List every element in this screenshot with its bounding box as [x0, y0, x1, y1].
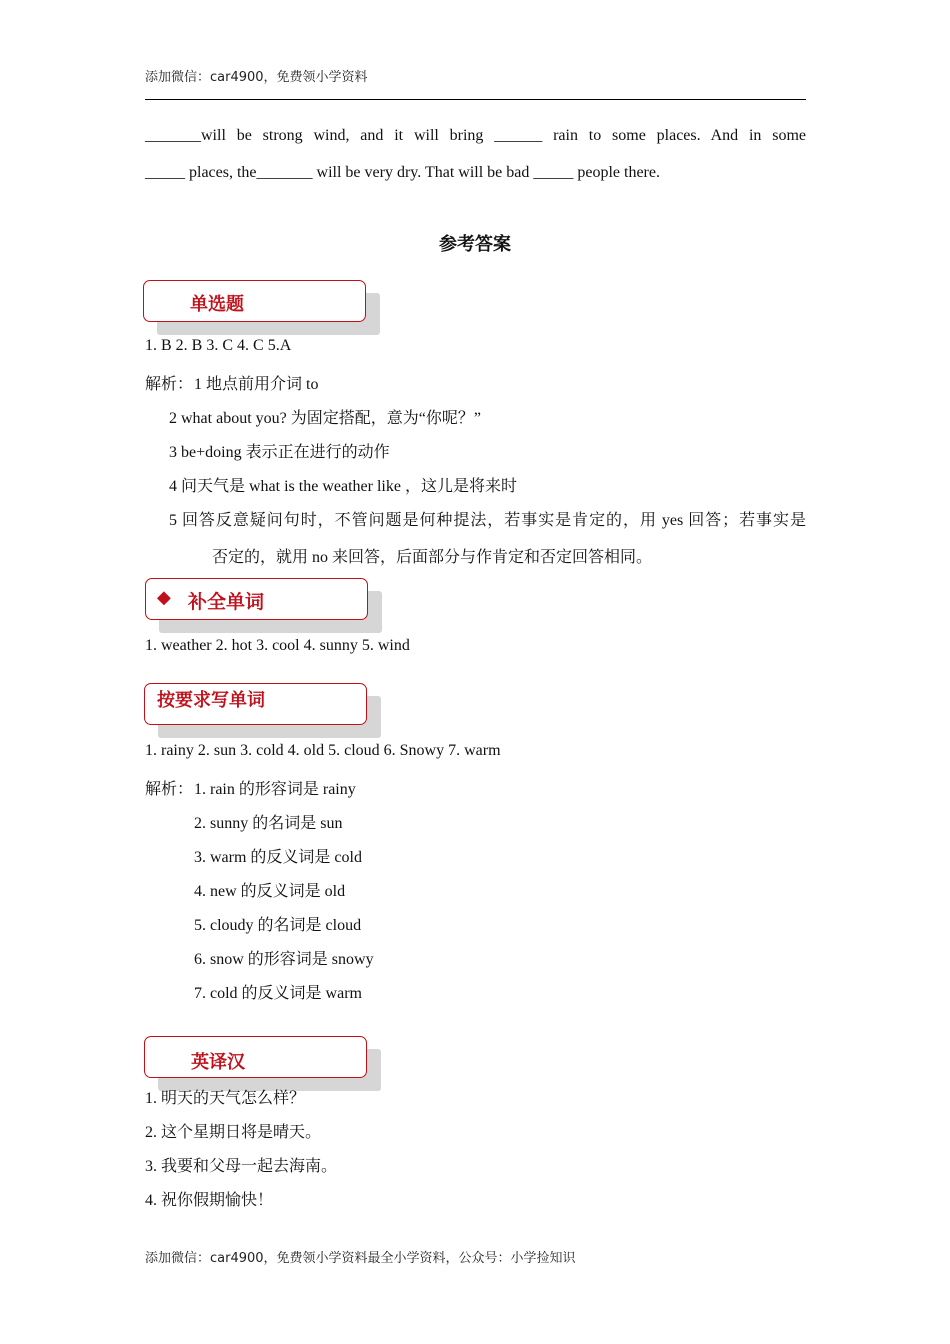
single-choice-analysis-1: 1 地点前用介词 to [194, 376, 319, 393]
translate-answer-2: 2. 这个星期日将是晴天。 [145, 1124, 322, 1141]
heading-frame [144, 1036, 367, 1078]
heading-label: 英译汉 [191, 1052, 245, 1073]
write-words-analysis-label: 解析： [145, 781, 194, 798]
write-words-analysis-2: 2. sunny 的名词是 sun [194, 815, 343, 832]
write-words-answers: 1. rainy 2. sun 3. cold 4. old 5. cloud 6. Snowy 7. warm [145, 742, 501, 759]
section-heading-write-words [144, 683, 367, 725]
translate-answer-3: 3. 我要和父母一起去海南。 [145, 1158, 338, 1175]
write-words-analysis-4: 4. new 的反义词是 old [194, 883, 346, 900]
single-choice-analysis-label: 解析： [145, 376, 194, 393]
heading-frame [143, 280, 366, 322]
page-footer: 添加微信：car4900，免费领小学资料最全小学资料，公众号：小学捡知识 [145, 1251, 576, 1266]
single-choice-analysis-5: 5 回答反意疑问句时，不管问题是何种提法，若事实是肯定的，用 yes 回答；若事实是 [169, 512, 806, 529]
write-words-analysis-3: 3. warm 的反义词是 cold [194, 849, 362, 866]
single-choice-analysis-4: 4 问天气是 what is the weather like ，这儿是将来时 [169, 478, 517, 495]
complete-words-answers: 1. weather 2. hot 3. cool 4. sunny 5. wind [145, 637, 410, 654]
answer-title: 参考答案 [439, 234, 511, 255]
section-heading-single-choice [143, 280, 366, 322]
translate-answer-4: 4. 祝你假期愉快！ [145, 1192, 274, 1209]
heading-label: 按要求写单词 [157, 690, 265, 711]
section-heading-translate [144, 1036, 367, 1078]
section-heading-complete-words [145, 578, 368, 620]
single-choice-answers: 1. B 2. B 3. C 4. C 5.A [145, 337, 292, 354]
write-words-analysis-5: 5. cloudy 的名词是 cloud [194, 917, 362, 934]
write-words-analysis-6: 6. snow 的形容词是 snowy [194, 951, 374, 968]
single-choice-analysis-3: 3 be+doing 表示正在进行的动作 [169, 444, 390, 461]
diamond-icon: ◆ [157, 587, 171, 608]
single-choice-analysis-2: 2 what about you? 为固定搭配，意为“你呢？” [169, 410, 481, 427]
single-choice-analysis-5-cont: 否定的，就用 no 来回答，后面部分与作肯定和否定回答相同。 [212, 549, 653, 566]
header-divider [145, 99, 806, 100]
exercise-line-2: _____ places, the_______ will be very dry. That will be bad _____ people there. [145, 164, 660, 181]
heading-label: 补全单词 [188, 591, 265, 613]
exercise-line-1: _______will be strong wind, and it will bring ______ rain to some places. And in some [145, 127, 806, 144]
page-header: 添加微信：car4900，免费领小学资料 [145, 70, 368, 85]
write-words-analysis-7: 7. cold 的反义词是 warm [194, 985, 362, 1002]
write-words-analysis-1: 1. rain 的形容词是 rainy [194, 781, 356, 798]
translate-answer-1: 1. 明天的天气怎么样？ [145, 1090, 306, 1107]
heading-label: 单选题 [190, 294, 244, 315]
